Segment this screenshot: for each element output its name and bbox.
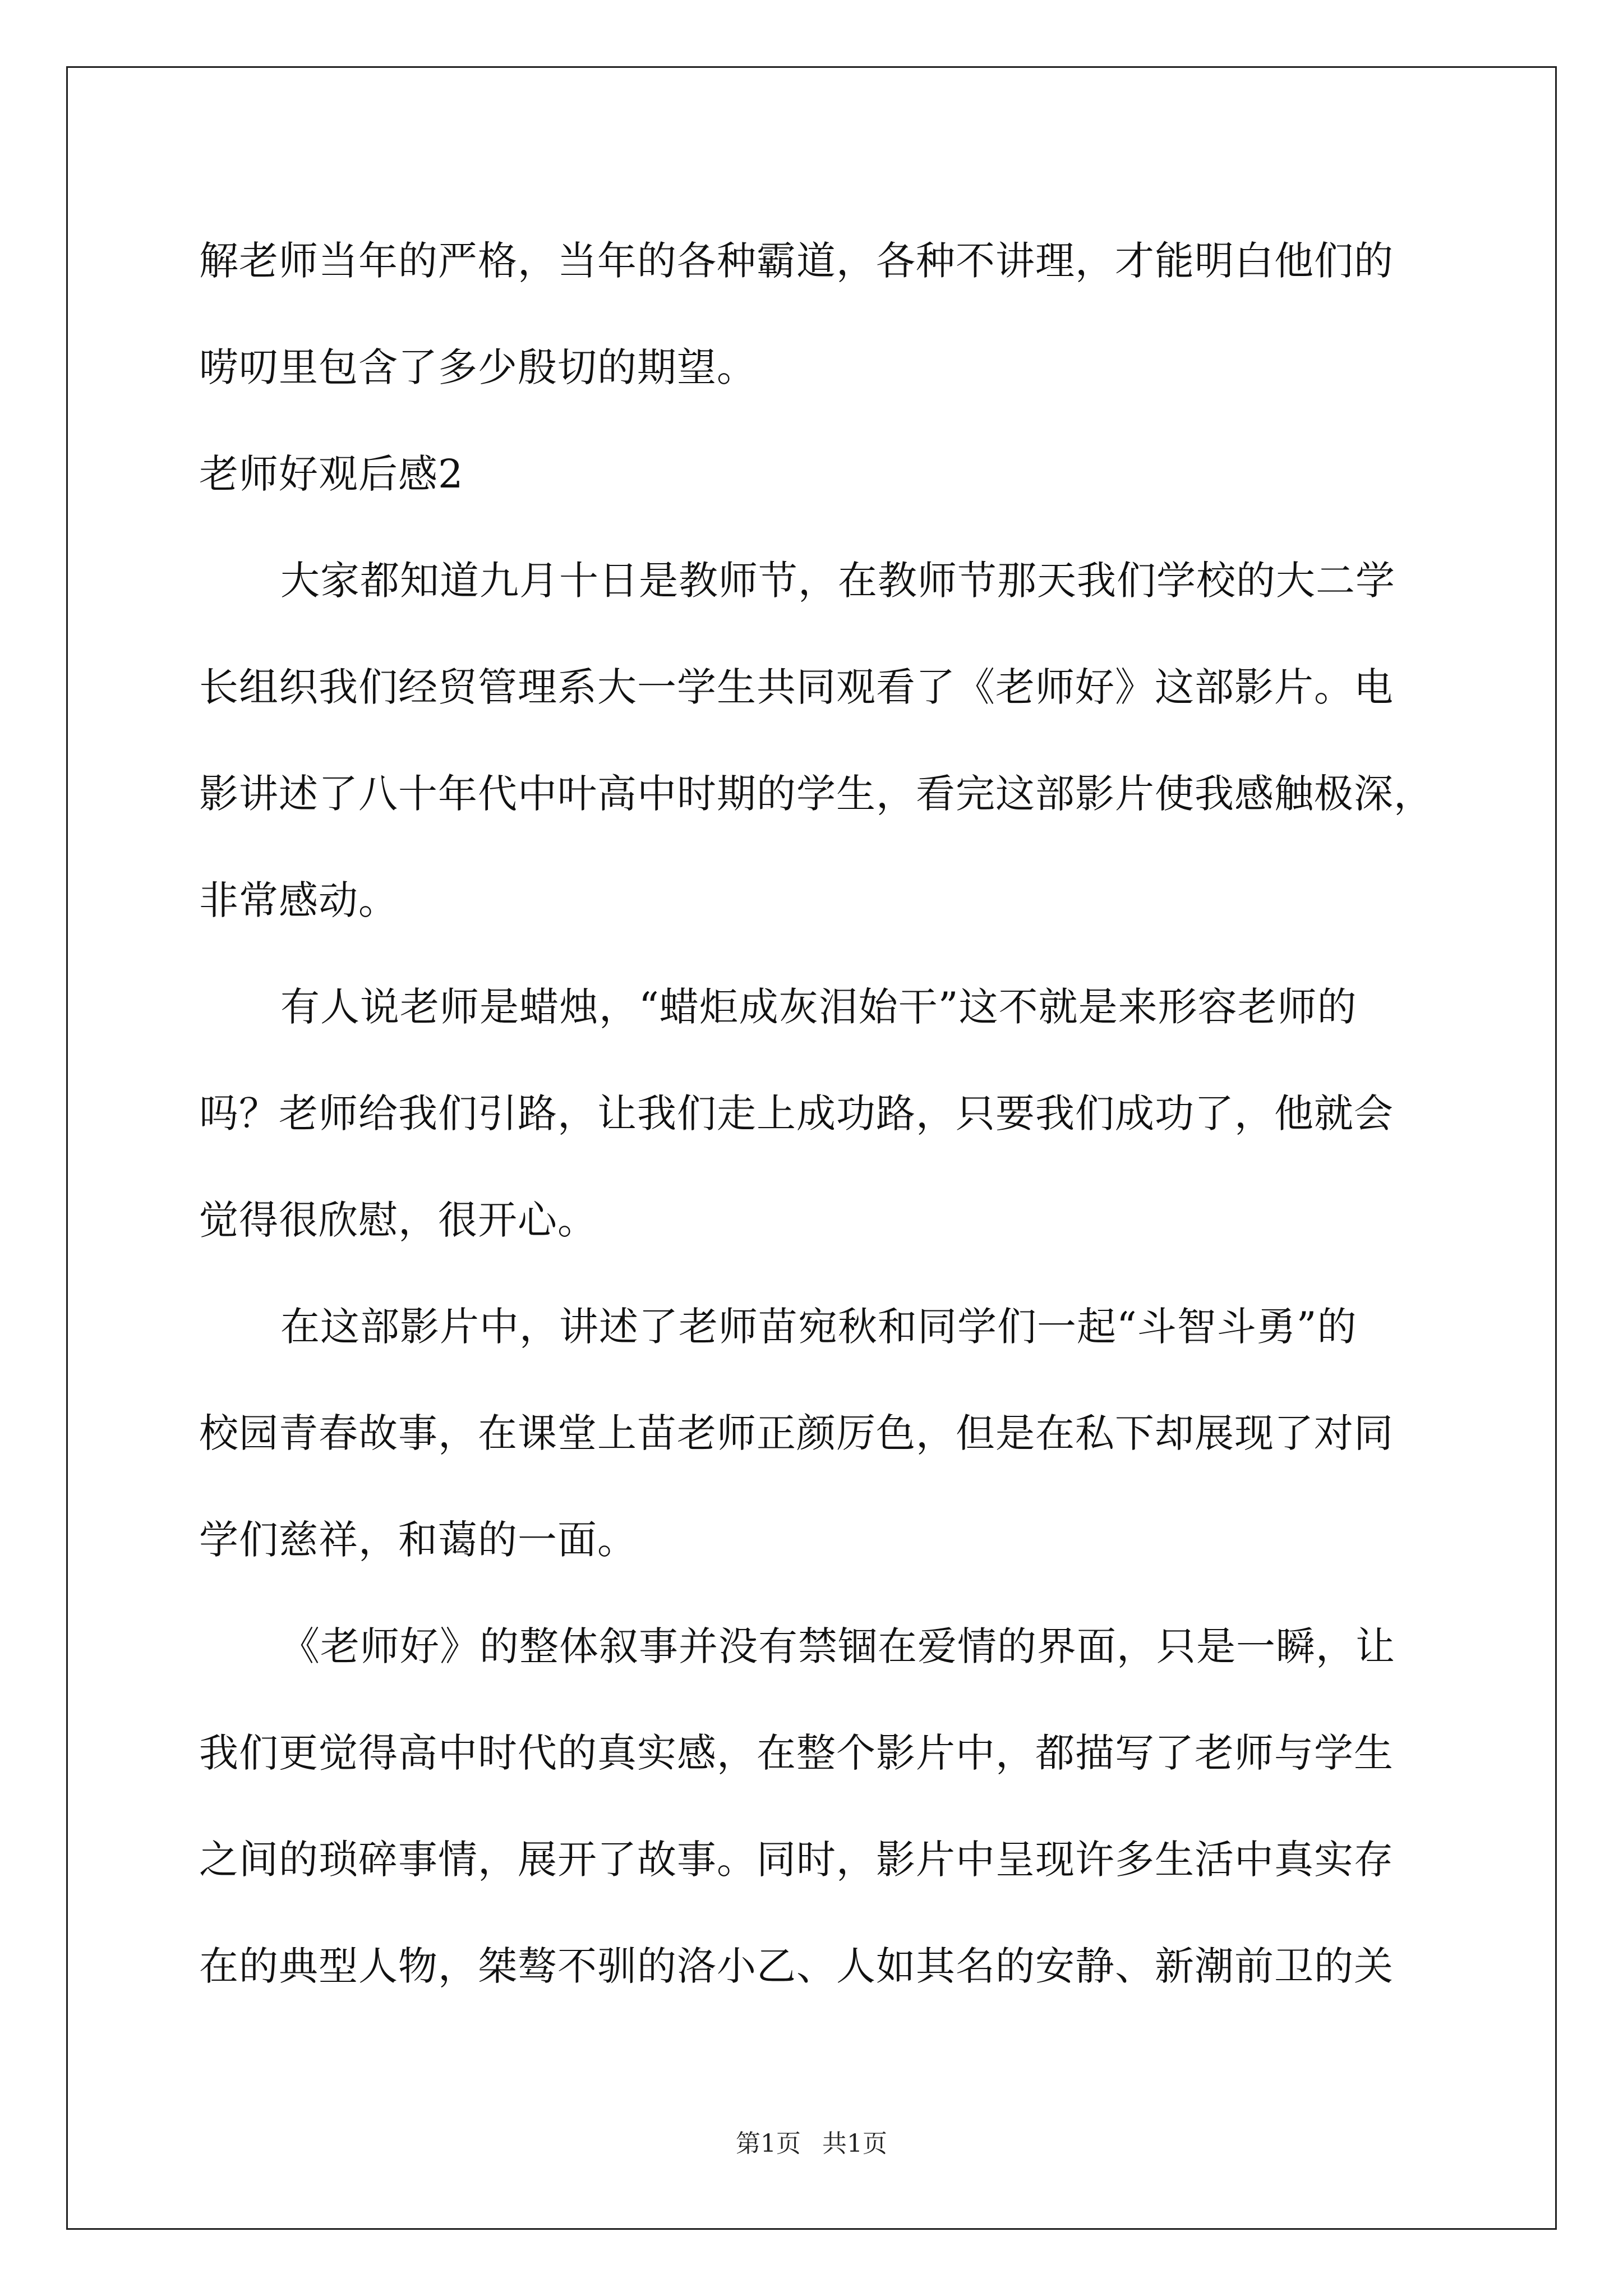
text-line: 校园青春故事，在课堂上苗老师正颜厉色，但是在私下却展现了对同 bbox=[199, 1410, 1394, 1456]
document-body bbox=[199, 208, 1433, 2019]
text-line: 唠叨里包含了多少殷切的期望。 bbox=[199, 344, 757, 390]
text-line: 有人说老师是蜡烛，“蜡炬成灰泪始干”这不就是来形容老师的 bbox=[280, 984, 1357, 1030]
text-line: 《老师好》的整体叙事并没有禁锢在爱情的界面，只是一瞬，让 bbox=[280, 1623, 1395, 1669]
text-line: 影讲述了八十年代中叶高中时期的学生，看完这部影片使我感触极深， bbox=[199, 771, 1433, 817]
text-line: 在的典型人物，桀骜不驯的洛小乙、人如其名的安静、新潮前卫的关 bbox=[199, 1943, 1394, 1989]
text-line: 之间的琐碎事情，展开了故事。同时，影片中呈现许多生活中真实存 bbox=[199, 1837, 1394, 1883]
text-line: 在这部影片中，讲述了老师苗宛秋和同学们一起“斗智斗勇”的 bbox=[280, 1304, 1357, 1350]
text-line: 老师好观后感2 bbox=[199, 451, 464, 497]
text-line: 大家都知道九月十日是教师节，在教师节那天我们学校的大二学 bbox=[280, 558, 1395, 604]
text-line: 学们慈祥，和蔼的一面。 bbox=[199, 1517, 637, 1563]
page-footer bbox=[0, 2123, 1623, 2159]
text-line: 解老师当年的严格，当年的各种霸道，各种不讲理，才能明白他们的 bbox=[199, 238, 1394, 284]
page-total: 共1页 bbox=[822, 2129, 887, 2158]
text-line: 长组织我们经贸管理系大一学生共同观看了《老师好》这部影片。电 bbox=[199, 664, 1394, 710]
text-line: 我们更觉得高中时代的真实感，在整个影片中，都描写了老师与学生 bbox=[199, 1730, 1394, 1776]
text-line: 吗？老师给我们引路，让我们走上成功路，只要我们成功了，他就会 bbox=[199, 1091, 1394, 1137]
text-line: 非常感动。 bbox=[199, 877, 398, 923]
page-number: 第1页 bbox=[736, 2129, 801, 2158]
text-line: 觉得很欣慰，很开心。 bbox=[199, 1197, 597, 1243]
